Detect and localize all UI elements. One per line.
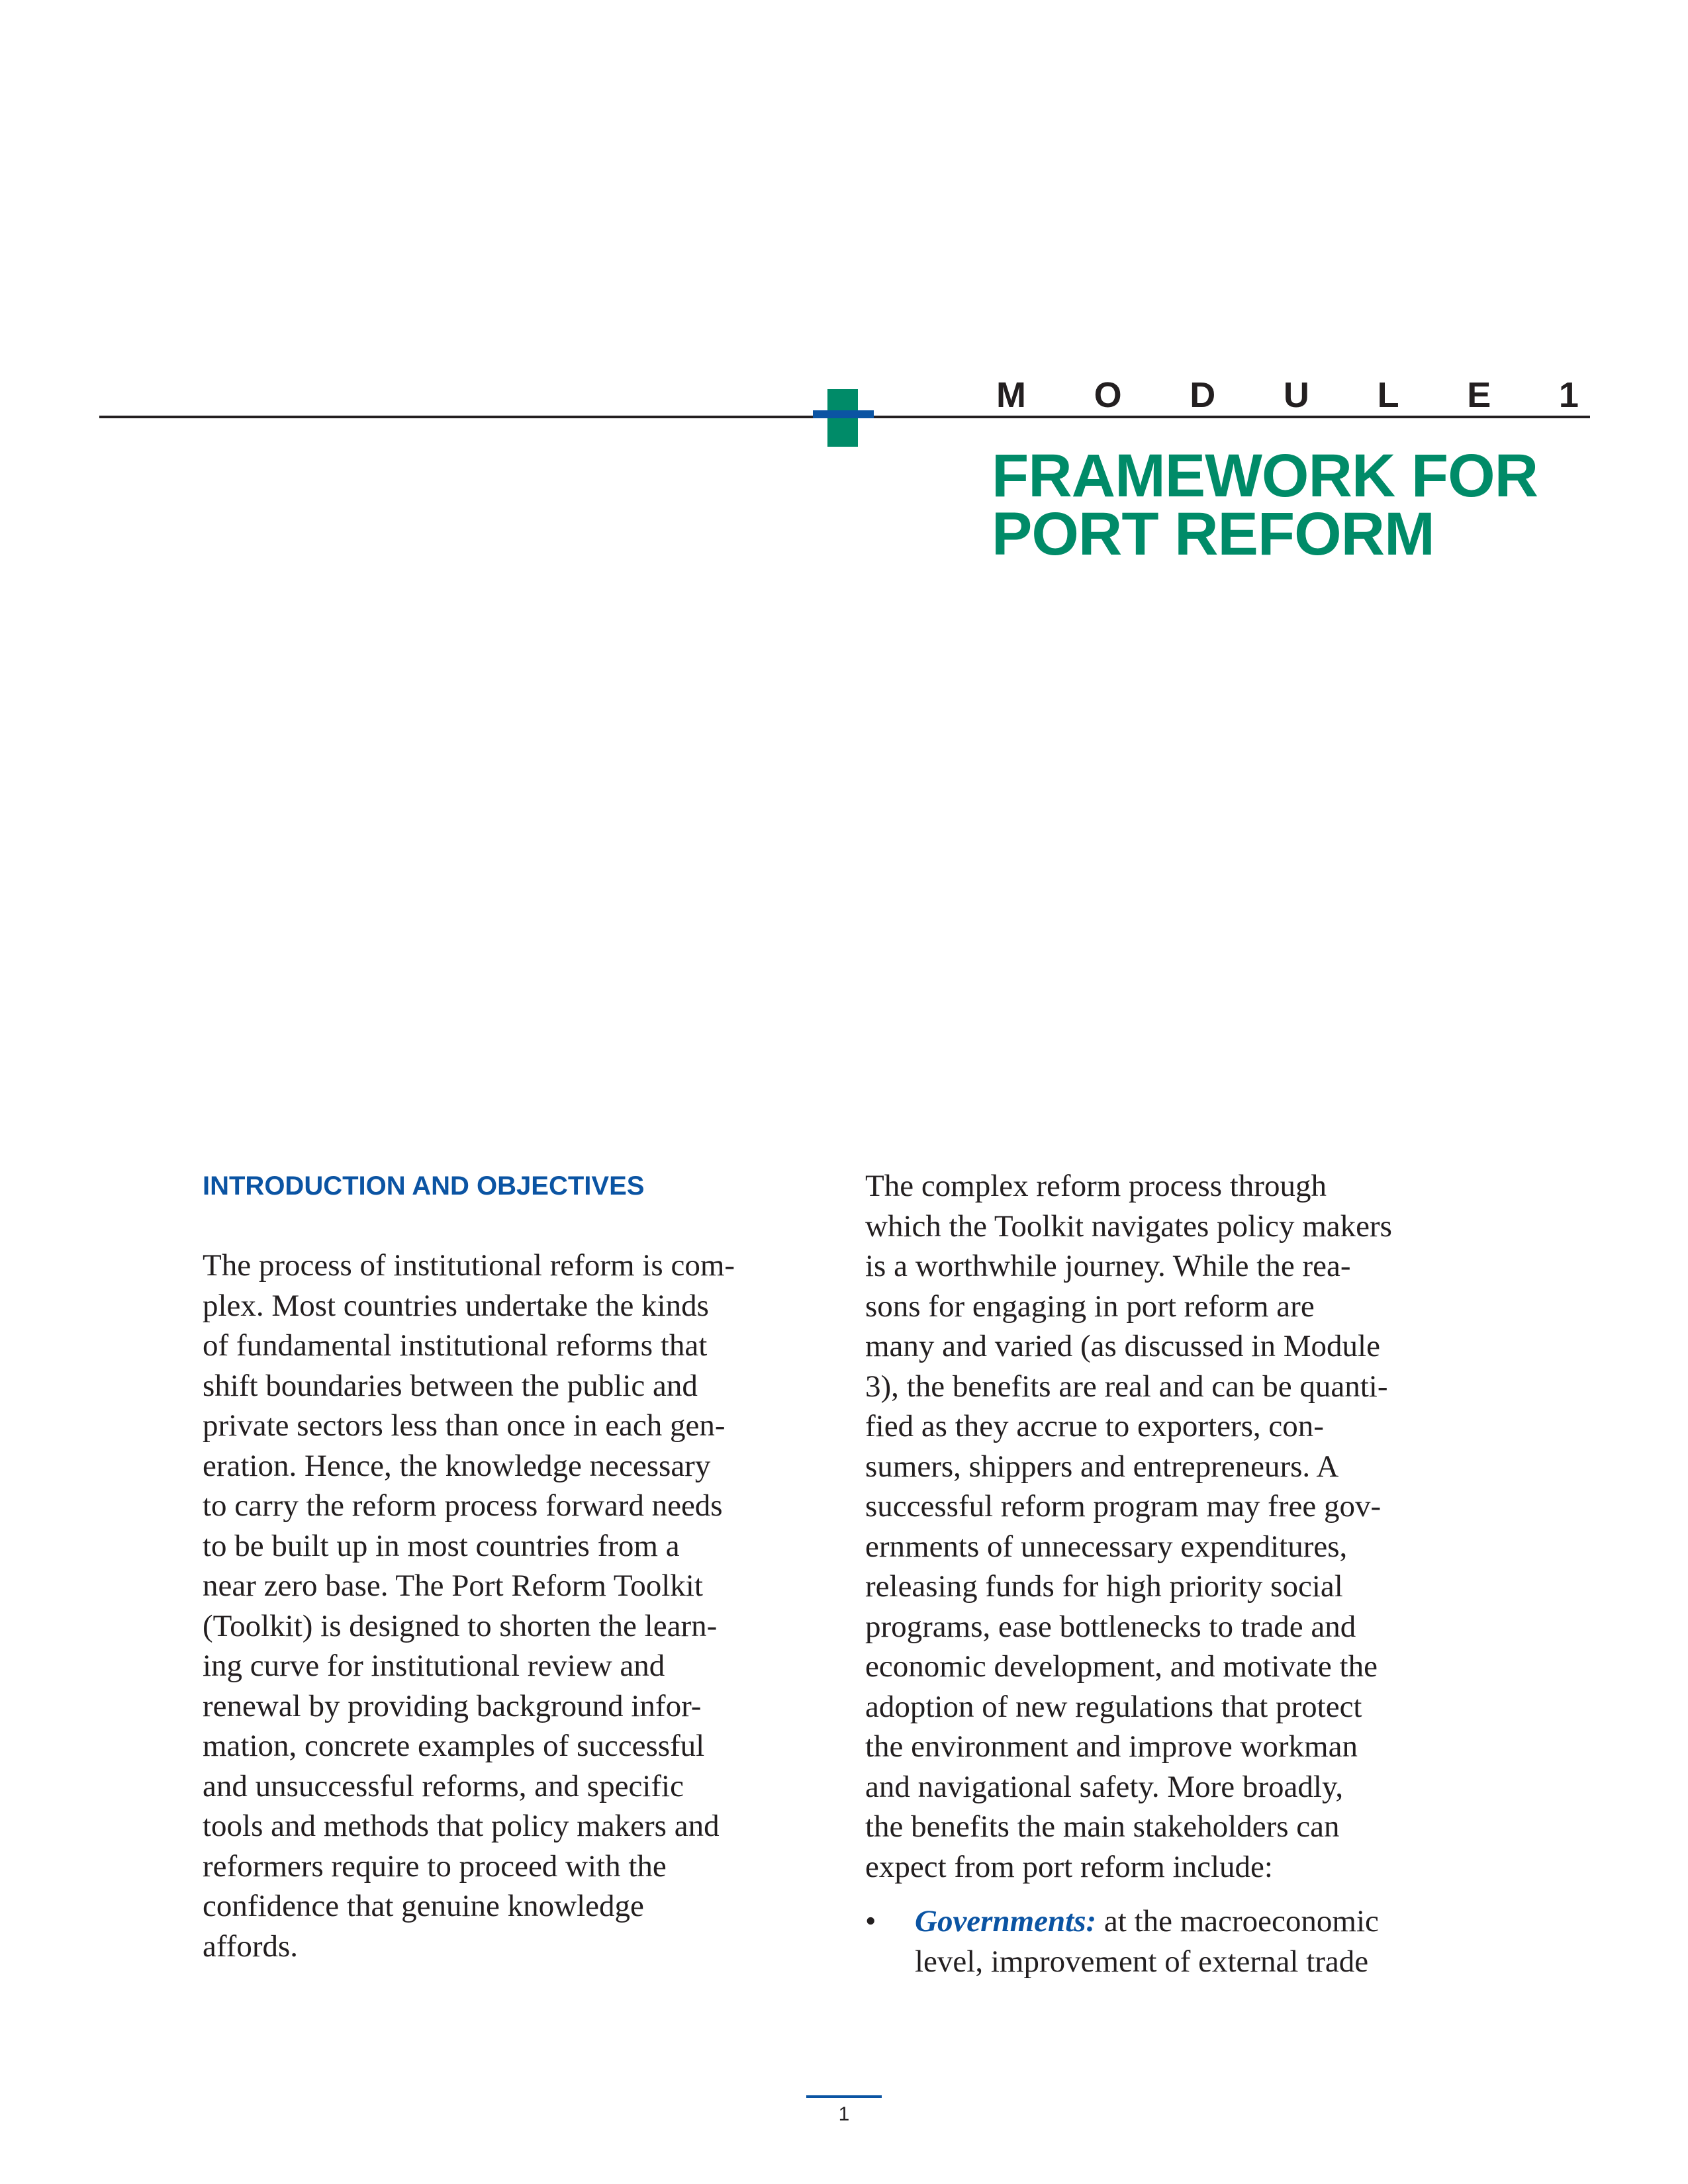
text-line: and navigational safety. More broadly,	[865, 1769, 1344, 1804]
module-title-line: FRAMEWORK FOR	[992, 442, 1538, 510]
module-letter: L	[1377, 375, 1399, 415]
module-number: 1	[1558, 375, 1579, 415]
text-line: economic development, and motivate the	[865, 1649, 1378, 1684]
module-title	[992, 442, 1587, 568]
page-number: 1	[838, 2103, 850, 2125]
text-line: plex. Most countries undertake the kinds	[203, 1288, 709, 1323]
text-line: tools and methods that policy makers and	[203, 1809, 720, 1843]
text-line: The process of institutional reform is com-	[203, 1248, 735, 1283]
left-column	[203, 1166, 831, 1966]
text-line: to be built up in most countries from a	[203, 1528, 680, 1563]
text-line: expect from port reform include:	[865, 1849, 1273, 1884]
bullet-text	[865, 1901, 1494, 1981]
module-letter: M	[996, 375, 1026, 415]
text-line: (Toolkit) is designed to shorten the learn-	[203, 1608, 718, 1643]
text-line: successful reform program may free gov-	[865, 1489, 1382, 1524]
section-heading: INTRODUCTION AND OBJECTIVES	[203, 1171, 645, 1201]
bullet-line-rest: at the macroeconomic	[1096, 1904, 1379, 1938]
module-letter: D	[1190, 375, 1216, 415]
text-line: sons for engaging in port reform are	[865, 1289, 1315, 1324]
module-letter: U	[1283, 375, 1309, 415]
text-line: to carry the reform process forward needs	[203, 1488, 723, 1523]
module-title-line: PORT REFORM	[992, 500, 1434, 568]
text-line: is a worthwhile journey. While the rea-	[865, 1249, 1351, 1283]
intro-paragraph	[203, 1246, 831, 1966]
bullet-term: Governments:	[915, 1904, 1097, 1938]
module-letter: E	[1467, 375, 1491, 415]
text-line: fied as they accrue to exporters, con-	[865, 1409, 1324, 1443]
benefits-paragraph	[865, 1166, 1494, 1887]
right-column	[865, 1166, 1494, 1981]
text-line: of fundamental institutional reforms that	[203, 1328, 708, 1363]
text-line: the environment and improve workman	[865, 1729, 1358, 1764]
module-letter: O	[1094, 375, 1122, 415]
text-line: reformers require to proceed with the	[203, 1848, 667, 1884]
text-line: mation, concrete examples of successful	[203, 1729, 705, 1763]
text-line: adoption of new regulations that protect	[865, 1689, 1362, 1724]
bullet-marker: •	[865, 1904, 876, 1938]
text-line: The complex reform process through	[865, 1169, 1327, 1203]
text-line: shift boundaries between the public and	[203, 1368, 698, 1403]
text-line: affords.	[203, 1929, 299, 1964]
text-line: near zero base. The Port Reform Toolkit	[203, 1569, 703, 1603]
text-line: the benefits the main stakeholders can	[865, 1809, 1340, 1844]
text-line: releasing funds for high priority social	[865, 1569, 1343, 1604]
bullet-line	[915, 1901, 1494, 1942]
text-line: private sectors less than once in each gen-	[203, 1408, 726, 1443]
text-line: ing curve for institutional review and	[203, 1649, 665, 1683]
text-line: programs, ease bottlenecks to trade and	[865, 1609, 1356, 1644]
text-line: 3), the benefits are real and can be quanti-	[865, 1369, 1388, 1404]
text-line: confidence that genuine knowledge	[203, 1889, 644, 1923]
cross-mark-horizontal	[813, 410, 874, 418]
text-line: and unsuccessful reforms, and specific	[203, 1768, 684, 1803]
text-line: ernments of unnecessary expenditures,	[865, 1529, 1348, 1564]
footer-rule	[806, 2095, 882, 2098]
text-line: many and varied (as discussed in Module	[865, 1329, 1380, 1363]
bullet-line: level, improvement of external trade	[915, 1944, 1369, 1979]
text-line: renewal by providing background infor-	[203, 1688, 702, 1723]
text-line: sumers, shippers and entrepreneurs. A	[865, 1449, 1339, 1484]
bullet-item-governments	[865, 1901, 1494, 1981]
text-line: which the Toolkit navigates policy makers	[865, 1208, 1392, 1244]
module-label	[996, 377, 1579, 413]
text-line: eration. Hence, the knowledge necessary	[203, 1448, 711, 1483]
